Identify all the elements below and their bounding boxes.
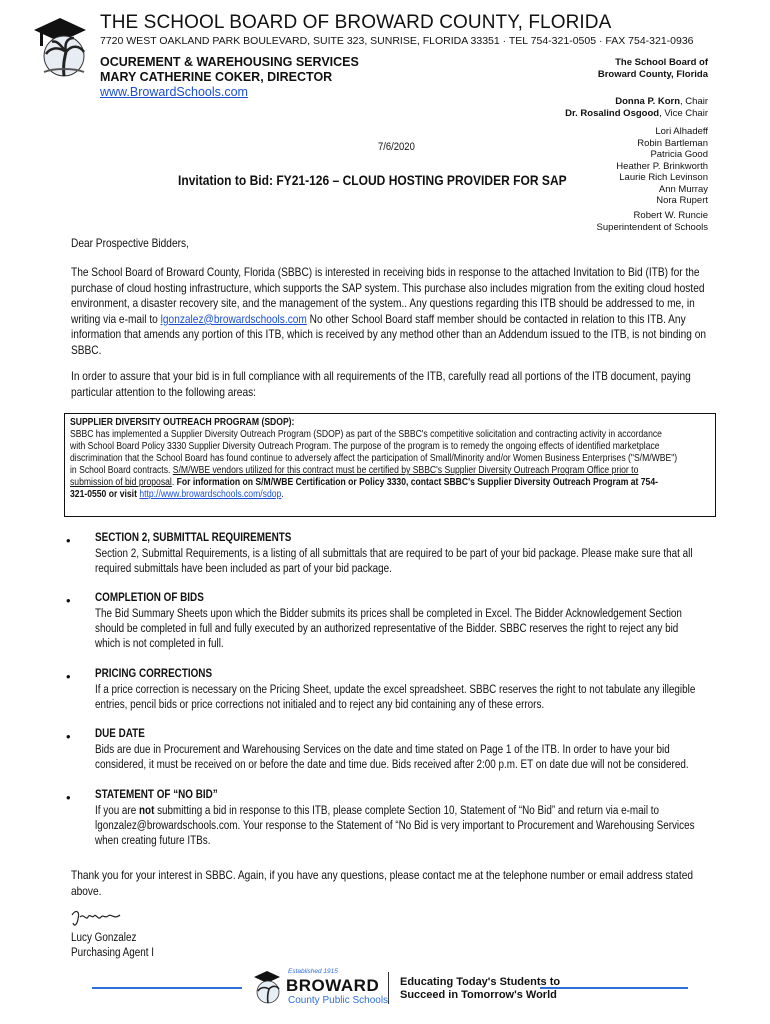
sdop-line-6-end: . bbox=[281, 489, 284, 500]
bullet-icon: • bbox=[66, 790, 71, 805]
board-member: Patricia Good bbox=[650, 149, 708, 160]
bullet-icon: • bbox=[66, 669, 71, 684]
sdop-line: with School Board Policy 3330 Supplier Diversity Outreach Program. The purpose of the program is to remedy the ongoing effects of identified marketplace bbox=[70, 441, 660, 452]
signer-block bbox=[71, 931, 154, 961]
section-body bbox=[95, 547, 714, 577]
board-members-list bbox=[616, 126, 708, 207]
signer-name: Lucy Gonzalez bbox=[71, 932, 137, 944]
sdop-certification-notice: S/M/WBE vendors utilized for this contract must be certified by SBBC's Supplier Diversity Outreach Program Office prior to bbox=[172, 465, 639, 476]
section-line: Bids are due in Procurement and Warehousing Services on the date and time stated on Page 1 of the ITB. In order to have your bid bbox=[95, 744, 670, 756]
sdop-line bbox=[70, 477, 721, 489]
section-line: lgonzalez@browardschools.com. Your response to the Statement of “No Bid is very important to Procurement and Warehousing Services bbox=[95, 820, 695, 833]
closing-line: above. bbox=[71, 883, 102, 898]
sdop-contact-info: For information on S/M/WBE Certification or Policy 3330, contact SBBC's Supplier Diversity Outreach Program at 754- bbox=[176, 477, 658, 488]
superintendent-name: Robert W. Runcie bbox=[633, 210, 708, 221]
intro-line-4-end: No other School Board staff member should be contacted in relation to this ITB. Any bbox=[306, 311, 686, 326]
section-line: considered, it must be received on or before the date and time due. Bids received after 2:00 p.m. ET on date due will not be considered. bbox=[95, 759, 689, 772]
footer-divider-right bbox=[540, 987, 688, 989]
sdop-line bbox=[70, 465, 721, 477]
chair-name: Donna P. Korn bbox=[615, 96, 681, 107]
section-line: should be completed in full and fully executed by an authorized representative of the Bidder. SBBC reserves the right to reject any bid bbox=[95, 623, 679, 636]
logo-subtitle: County Public Schools bbox=[288, 995, 389, 1006]
no-bid-line-end: submitting a bid in response to this ITB, please complete Section 10, Statement of “No Bid” and return via e-mail to bbox=[154, 805, 660, 817]
sdop-title: SUPPLIER DIVERSITY OUTREACH PROGRAM (SDOP): bbox=[70, 417, 295, 428]
intro-line-4-start: writing via e-mail to bbox=[71, 311, 161, 326]
salutation: Dear Prospective Bidders, bbox=[71, 236, 189, 250]
footer-divider-left bbox=[92, 987, 242, 989]
vice-chair-line bbox=[565, 108, 708, 120]
section-heading: PRICING CORRECTIONS bbox=[95, 668, 213, 680]
section-line: required submittals have been included as part of your bid package. bbox=[95, 563, 392, 576]
sdop-line: SBBC has implemented a Supplier Diversity Outreach Program (SDOP) as part of the SBBC's competitive solicitation and contracting activity in accordance bbox=[70, 429, 662, 440]
section-line bbox=[95, 804, 714, 819]
sdop-line: discrimination that the School Board has found continue to adversely affect the participation of Small/Minority and/or Women Business Enterprises ("S/M/WBE") bbox=[70, 453, 678, 464]
intro-line: environment, a disaster recovery site, and the management of the system.. Any questions regarding this ITB should be addressed to me, in bbox=[71, 296, 695, 311]
intro-line bbox=[71, 312, 759, 328]
board-member: Ann Murray bbox=[658, 183, 708, 195]
sdop-content bbox=[70, 417, 721, 501]
compliance-line: In order to assure that your bid is in full compliance with all requirements of the ITB, carefully read all portions of the ITB document, paying bbox=[71, 369, 691, 383]
board-member: Nora Rupert bbox=[656, 195, 708, 206]
section-line: The Bid Summary Sheets upon which the Bidder submits its prices shall be completed in Excel. The Bidder Acknowledgement Section bbox=[95, 608, 682, 620]
board-member: Heather P. Brinkworth bbox=[616, 160, 708, 172]
bullet-icon: • bbox=[66, 729, 71, 744]
intro-line: SBBC. bbox=[71, 342, 102, 357]
tagline-line-1: Educating Today's Students to bbox=[400, 976, 561, 988]
section-heading: STATEMENT OF “NO BID” bbox=[95, 789, 218, 801]
chair-role: , Chair bbox=[680, 96, 708, 107]
board-chairs bbox=[565, 96, 708, 119]
intro-paragraph bbox=[71, 265, 759, 359]
section-line: which is not completed in full. bbox=[95, 638, 224, 651]
superintendent-title: Superintendent of Schools bbox=[596, 221, 708, 233]
school-board-logo-icon bbox=[30, 16, 92, 86]
board-member: Laurie Rich Levinson bbox=[619, 172, 708, 183]
department-name: OCUREMENT & WAREHOUSING SERVICES bbox=[100, 55, 359, 69]
sdop-line bbox=[70, 489, 721, 501]
director-name: MARY CATHERINE COKER, DIRECTOR bbox=[100, 70, 333, 84]
vice-chair-name: Dr. Rosalind Osgood bbox=[565, 107, 660, 119]
section-line: when creating future ITBs. bbox=[95, 835, 211, 848]
intro-line: information that amends any portion of this ITB, which is received by any method other than an Addendum issued to the ITB, is not binding on bbox=[71, 327, 707, 342]
signature-icon bbox=[70, 907, 124, 929]
bullet-icon: • bbox=[66, 593, 71, 608]
section-body bbox=[95, 607, 714, 653]
section-heading: DUE DATE bbox=[95, 728, 145, 740]
closing-paragraph bbox=[71, 868, 759, 899]
website-link[interactable]: www.BrowardSchools.com bbox=[100, 85, 248, 99]
section-body bbox=[95, 743, 714, 773]
organization-address: 7720 WEST OAKLAND PARK BOULEVARD, SUITE 323, SUNRISE, FLORIDA 33351 · TEL 754-321-0505 · FAX 754-321-0936 bbox=[100, 35, 694, 47]
vice-chair-role: , Vice Chair bbox=[659, 107, 708, 119]
section-heading: COMPLETION OF BIDS bbox=[95, 592, 204, 604]
tagline-line-2: Succeed in Tomorrow's World bbox=[400, 989, 557, 1001]
sdop-phone: 321-0550 or visit bbox=[70, 489, 140, 500]
no-bid-emphasis: not bbox=[138, 805, 155, 817]
superintendent-block bbox=[597, 210, 708, 233]
chair-line bbox=[565, 96, 708, 108]
itb-title: Invitation to Bid: FY21-126 – CLOUD HOSTING PROVIDER FOR SAP bbox=[178, 172, 567, 188]
no-bid-line-start: If you are bbox=[95, 805, 139, 817]
sdop-line-5-mid: . bbox=[171, 477, 177, 488]
footer-tagline bbox=[400, 976, 560, 1002]
section-line: entries, pencil bids or price corrections not initialed and to reject any bid containing any of these errors. bbox=[95, 699, 545, 712]
board-title bbox=[598, 57, 708, 80]
board-title-line-2: Broward County, Florida bbox=[597, 68, 708, 80]
contact-email-link[interactable]: lgonzalez@browardschools.com bbox=[160, 311, 307, 326]
section-line: Section 2, Submittal Requirements, is a listing of all submittals that are required to be part of your bid package. Please make sure that all bbox=[95, 548, 693, 560]
established-text: Established 1915 bbox=[288, 968, 338, 975]
schools-emblem-icon bbox=[252, 970, 282, 1006]
compliance-line: particular attention to the following areas: bbox=[71, 384, 256, 399]
closing-line: Thank you for your interest in SBBC. Again, if you have any questions, please contact me at the telephone number or email address stated bbox=[71, 868, 694, 882]
logo-wordmark: BROWARD bbox=[286, 976, 380, 995]
intro-line: The School Board of Broward County, Florida (SBBC) is interested in receiving bids in response to the attached Invitation to Bid (ITB) for the bbox=[71, 265, 700, 279]
sdop-website-link[interactable]: http://www.browardschools.com/sdop bbox=[139, 489, 282, 500]
letter-date: 7/6/2020 bbox=[378, 141, 415, 153]
section-body bbox=[95, 683, 714, 713]
footer-vertical-divider bbox=[388, 972, 389, 1004]
intro-line: purchase of cloud hosting infrastructure, which supports the SAP system. This purchase also includes migration from the exiting cloud hosted bbox=[71, 280, 705, 295]
board-title-line-1: The School Board of bbox=[615, 57, 708, 68]
sdop-submission-notice: submission of bid proposal bbox=[70, 477, 172, 488]
bullet-icon: • bbox=[66, 533, 71, 548]
organization-title: THE SCHOOL BOARD OF BROWARD COUNTY, FLORIDA bbox=[100, 12, 612, 33]
sdop-line-4-start: in School Board contracts. bbox=[70, 465, 173, 476]
compliance-paragraph bbox=[71, 369, 759, 400]
board-member: Lori Alhadeff bbox=[655, 126, 708, 137]
broward-schools-logo bbox=[252, 966, 389, 1010]
section-line: If a price correction is necessary on the Pricing Sheet, update the excel spreadsheet. SBBC reserves the right to not tabulate any illegible bbox=[95, 684, 696, 696]
signer-title: Purchasing Agent I bbox=[71, 947, 155, 959]
section-heading: SECTION 2, SUBMITTAL REQUIREMENTS bbox=[95, 532, 292, 544]
section-body bbox=[95, 804, 714, 850]
board-member: Robin Bartleman bbox=[637, 137, 708, 149]
